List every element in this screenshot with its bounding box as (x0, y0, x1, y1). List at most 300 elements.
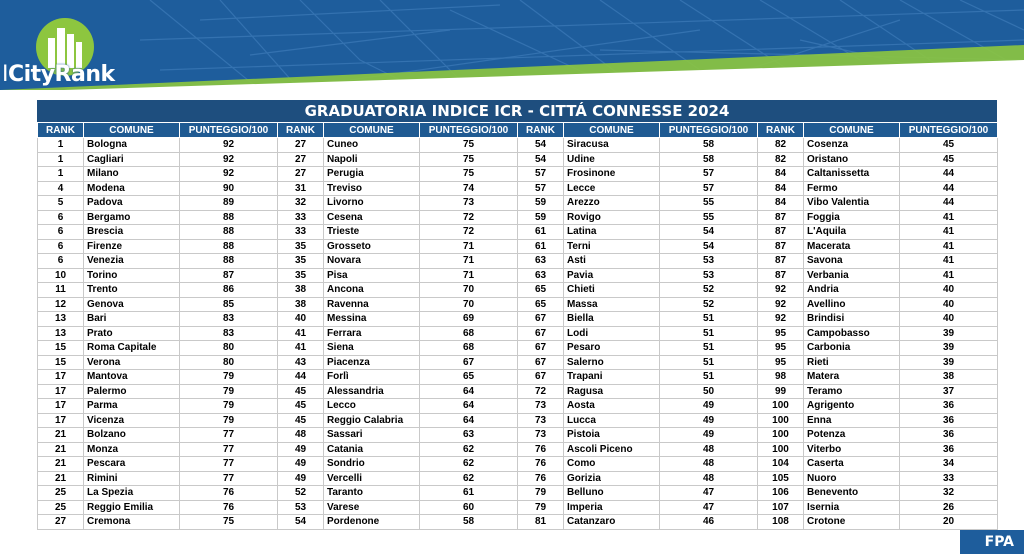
table-row (38, 138, 998, 153)
comune-cell: Catania (324, 442, 420, 457)
score-cell: 61 (420, 486, 518, 501)
rank-cell: 38 (278, 283, 324, 298)
comune-cell: Ferrara (324, 326, 420, 341)
score-cell: 79 (180, 399, 278, 414)
rank-cell: 82 (758, 152, 804, 167)
table-row (38, 196, 998, 211)
table-row (38, 355, 998, 370)
rank-header: RANK (758, 123, 804, 138)
score-cell: 36 (900, 428, 998, 443)
score-cell: 76 (180, 486, 278, 501)
score-cell: 92 (180, 138, 278, 153)
rank-cell: 52 (278, 486, 324, 501)
score-cell: 69 (420, 312, 518, 327)
rank-cell: 17 (38, 413, 84, 428)
comune-cell: Isernia (804, 500, 900, 515)
comune-cell: Modena (84, 181, 180, 196)
rank-cell: 100 (758, 399, 804, 414)
comune-cell: Potenza (804, 428, 900, 443)
comune-cell: Matera (804, 370, 900, 385)
comune-cell: Foggia (804, 210, 900, 225)
comune-cell: Bologna (84, 138, 180, 153)
comune-cell: Monza (84, 442, 180, 457)
table-row (38, 370, 998, 385)
comune-cell: Venezia (84, 254, 180, 269)
rank-cell: 27 (278, 138, 324, 153)
rank-cell: 67 (518, 312, 564, 327)
score-cell: 20 (900, 515, 998, 530)
score-cell: 39 (900, 355, 998, 370)
comune-cell: Fermo (804, 181, 900, 196)
comune-cell: Gorizia (564, 471, 660, 486)
comune-cell: Rieti (804, 355, 900, 370)
rank-cell: 84 (758, 196, 804, 211)
score-cell: 49 (660, 399, 758, 414)
score-cell: 73 (420, 196, 518, 211)
comune-cell: Padova (84, 196, 180, 211)
score-cell: 39 (900, 326, 998, 341)
rank-cell: 54 (518, 152, 564, 167)
score-cell: 41 (900, 239, 998, 254)
comune-cell: Andria (804, 283, 900, 298)
score-cell: 75 (180, 515, 278, 530)
rank-cell: 87 (758, 268, 804, 283)
score-cell: 71 (420, 239, 518, 254)
rank-cell: 92 (758, 297, 804, 312)
rank-cell: 105 (758, 471, 804, 486)
score-cell: 50 (660, 384, 758, 399)
comune-cell: Varese (324, 500, 420, 515)
comune-cell: Parma (84, 399, 180, 414)
score-cell: 57 (660, 181, 758, 196)
comune-cell: Bari (84, 312, 180, 327)
rank-cell: 1 (38, 138, 84, 153)
rank-cell: 27 (278, 167, 324, 182)
comune-cell: Bolzano (84, 428, 180, 443)
score-cell: 40 (900, 283, 998, 298)
rank-cell: 73 (518, 413, 564, 428)
score-cell: 51 (660, 370, 758, 385)
rank-cell: 5 (38, 196, 84, 211)
rank-cell: 35 (278, 254, 324, 269)
comune-cell: Belluno (564, 486, 660, 501)
comune-cell: Aosta (564, 399, 660, 414)
table-row (38, 297, 998, 312)
rank-cell: 67 (518, 326, 564, 341)
comune-cell: Pordenone (324, 515, 420, 530)
score-cell: 62 (420, 442, 518, 457)
comune-cell: Milano (84, 167, 180, 182)
comune-cell: Forlì (324, 370, 420, 385)
comune-cell: Firenze (84, 239, 180, 254)
score-cell: 58 (660, 152, 758, 167)
rank-cell: 21 (38, 471, 84, 486)
rank-cell: 41 (278, 341, 324, 356)
comune-cell: Enna (804, 413, 900, 428)
rank-cell: 54 (518, 138, 564, 153)
comune-cell: Genova (84, 297, 180, 312)
score-cell: 88 (180, 210, 278, 225)
score-cell: 80 (180, 355, 278, 370)
rank-cell: 79 (518, 500, 564, 515)
rank-cell: 57 (518, 167, 564, 182)
ranking-table (37, 122, 998, 530)
comune-cell: Catanzaro (564, 515, 660, 530)
score-cell: 86 (180, 283, 278, 298)
comune-cell: Salerno (564, 355, 660, 370)
comune-header: COMUNE (324, 123, 420, 138)
score-cell: 79 (180, 413, 278, 428)
comune-cell: Vicenza (84, 413, 180, 428)
rank-cell: 1 (38, 152, 84, 167)
comune-cell: Savona (804, 254, 900, 269)
comune-cell: Biella (564, 312, 660, 327)
comune-cell: Terni (564, 239, 660, 254)
rank-cell: 54 (278, 515, 324, 530)
score-cell: 33 (900, 471, 998, 486)
logo-wordmark: ICityRank (2, 62, 115, 87)
comune-cell: Udine (564, 152, 660, 167)
comune-header: COMUNE (804, 123, 900, 138)
score-cell: 62 (420, 471, 518, 486)
score-cell: 51 (660, 355, 758, 370)
rank-cell: 21 (38, 457, 84, 472)
rank-cell: 98 (758, 370, 804, 385)
comune-cell: Rovigo (564, 210, 660, 225)
rank-cell: 59 (518, 210, 564, 225)
rank-cell: 49 (278, 442, 324, 457)
rank-cell: 63 (518, 268, 564, 283)
comune-cell: Cosenza (804, 138, 900, 153)
rank-cell: 99 (758, 384, 804, 399)
score-cell: 45 (900, 152, 998, 167)
header-banner (0, 0, 1024, 90)
rank-cell: 17 (38, 384, 84, 399)
comune-cell: Siracusa (564, 138, 660, 153)
rank-cell: 67 (518, 341, 564, 356)
rank-cell: 49 (278, 457, 324, 472)
rank-cell: 45 (278, 384, 324, 399)
rank-cell: 84 (758, 167, 804, 182)
comune-cell: Frosinone (564, 167, 660, 182)
rank-cell: 33 (278, 210, 324, 225)
rank-cell: 108 (758, 515, 804, 530)
rank-cell: 6 (38, 239, 84, 254)
score-cell: 70 (420, 283, 518, 298)
ranking-table-container (37, 100, 997, 530)
score-cell: 44 (900, 196, 998, 211)
score-cell: 68 (420, 341, 518, 356)
rank-cell: 67 (518, 355, 564, 370)
table-row (38, 167, 998, 182)
score-cell: 55 (660, 196, 758, 211)
comune-cell: Trieste (324, 225, 420, 240)
score-cell: 39 (900, 341, 998, 356)
comune-cell: L'Aquila (804, 225, 900, 240)
rank-cell: 100 (758, 428, 804, 443)
comune-cell: Taranto (324, 486, 420, 501)
comune-cell: Cagliari (84, 152, 180, 167)
rank-cell: 95 (758, 355, 804, 370)
score-cell: 70 (420, 297, 518, 312)
comune-cell: Trento (84, 283, 180, 298)
rank-cell: 72 (518, 384, 564, 399)
rank-cell: 49 (278, 471, 324, 486)
rank-cell: 6 (38, 254, 84, 269)
rank-cell: 57 (518, 181, 564, 196)
rank-cell: 63 (518, 254, 564, 269)
score-cell: 71 (420, 254, 518, 269)
comune-cell: Treviso (324, 181, 420, 196)
score-cell: 83 (180, 312, 278, 327)
score-cell: 92 (180, 152, 278, 167)
rank-cell: 17 (38, 370, 84, 385)
score-cell: 65 (420, 370, 518, 385)
score-cell: 60 (420, 500, 518, 515)
score-cell: 41 (900, 210, 998, 225)
comune-cell: Latina (564, 225, 660, 240)
table-row (38, 457, 998, 472)
comune-cell: Bergamo (84, 210, 180, 225)
score-cell: 48 (660, 442, 758, 457)
rank-cell: 35 (278, 239, 324, 254)
rank-cell: 81 (518, 515, 564, 530)
score-cell: 41 (900, 225, 998, 240)
rank-cell: 15 (38, 355, 84, 370)
comune-header: COMUNE (564, 123, 660, 138)
score-cell: 48 (660, 471, 758, 486)
score-cell: 40 (900, 312, 998, 327)
score-cell: 76 (180, 500, 278, 515)
comune-cell: Livorno (324, 196, 420, 211)
punteggio-header: PUNTEGGIO/100 (180, 123, 278, 138)
score-cell: 79 (180, 370, 278, 385)
table-row (38, 326, 998, 341)
comune-cell: Piacenza (324, 355, 420, 370)
rank-header: RANK (38, 123, 84, 138)
comune-cell: Novara (324, 254, 420, 269)
score-cell: 74 (420, 181, 518, 196)
comune-cell: Campobasso (804, 326, 900, 341)
comune-cell: Cuneo (324, 138, 420, 153)
score-cell: 36 (900, 413, 998, 428)
score-cell: 77 (180, 428, 278, 443)
rank-cell: 33 (278, 225, 324, 240)
header-row (38, 123, 998, 138)
punteggio-header: PUNTEGGIO/100 (660, 123, 758, 138)
comune-cell: Ragusa (564, 384, 660, 399)
comune-cell: Oristano (804, 152, 900, 167)
rank-cell: 76 (518, 471, 564, 486)
score-cell: 51 (660, 326, 758, 341)
rank-cell: 13 (38, 312, 84, 327)
score-cell: 38 (900, 370, 998, 385)
comune-cell: Siena (324, 341, 420, 356)
rank-cell: 25 (38, 500, 84, 515)
comune-cell: Torino (84, 268, 180, 283)
comune-cell: Pavia (564, 268, 660, 283)
rank-cell: 38 (278, 297, 324, 312)
score-cell: 58 (420, 515, 518, 530)
score-cell: 52 (660, 283, 758, 298)
table-row (38, 312, 998, 327)
comune-cell: Arezzo (564, 196, 660, 211)
table-row (38, 181, 998, 196)
score-cell: 62 (420, 457, 518, 472)
score-cell: 52 (660, 297, 758, 312)
score-cell: 89 (180, 196, 278, 211)
comune-cell: Brindisi (804, 312, 900, 327)
rank-cell: 27 (38, 515, 84, 530)
score-cell: 53 (660, 254, 758, 269)
table-row (38, 515, 998, 530)
score-cell: 34 (900, 457, 998, 472)
comune-header: COMUNE (84, 123, 180, 138)
comune-cell: Lodi (564, 326, 660, 341)
rank-cell: 1 (38, 167, 84, 182)
score-cell: 32 (900, 486, 998, 501)
comune-cell: Benevento (804, 486, 900, 501)
score-cell: 45 (900, 138, 998, 153)
table-row (38, 500, 998, 515)
rank-cell: 12 (38, 297, 84, 312)
score-cell: 71 (420, 268, 518, 283)
score-cell: 64 (420, 413, 518, 428)
comune-cell: Alessandria (324, 384, 420, 399)
comune-cell: Pistoia (564, 428, 660, 443)
score-cell: 75 (420, 152, 518, 167)
score-cell: 49 (660, 428, 758, 443)
score-cell: 58 (660, 138, 758, 153)
rank-cell: 87 (758, 254, 804, 269)
rank-cell: 73 (518, 428, 564, 443)
rank-cell: 95 (758, 326, 804, 341)
score-cell: 67 (420, 355, 518, 370)
rank-cell: 61 (518, 225, 564, 240)
rank-cell: 82 (758, 138, 804, 153)
comune-cell: Ravenna (324, 297, 420, 312)
comune-cell: Teramo (804, 384, 900, 399)
rank-cell: 87 (758, 210, 804, 225)
score-cell: 37 (900, 384, 998, 399)
comune-cell: Sondrio (324, 457, 420, 472)
rank-cell: 48 (278, 428, 324, 443)
rank-cell: 15 (38, 341, 84, 356)
score-cell: 88 (180, 225, 278, 240)
table-row (38, 428, 998, 443)
score-cell: 64 (420, 384, 518, 399)
rank-cell: 35 (278, 268, 324, 283)
score-cell: 72 (420, 225, 518, 240)
table-row (38, 239, 998, 254)
rank-cell: 100 (758, 442, 804, 457)
rank-cell: 21 (38, 442, 84, 457)
score-cell: 41 (900, 268, 998, 283)
comune-cell: Rimini (84, 471, 180, 486)
rank-cell: 65 (518, 297, 564, 312)
rank-cell: 76 (518, 442, 564, 457)
score-cell: 79 (180, 384, 278, 399)
comune-cell: Reggio Emilia (84, 500, 180, 515)
score-cell: 44 (900, 167, 998, 182)
table-row (38, 152, 998, 167)
score-cell: 87 (180, 268, 278, 283)
rank-cell: 95 (758, 341, 804, 356)
score-cell: 90 (180, 181, 278, 196)
table-row (38, 210, 998, 225)
rank-cell: 107 (758, 500, 804, 515)
comune-cell: Como (564, 457, 660, 472)
score-cell: 49 (660, 413, 758, 428)
rank-cell: 10 (38, 268, 84, 283)
score-cell: 36 (900, 442, 998, 457)
score-cell: 36 (900, 399, 998, 414)
score-cell: 53 (660, 268, 758, 283)
comune-cell: Caltanissetta (804, 167, 900, 182)
comune-cell: Brescia (84, 225, 180, 240)
score-cell: 57 (660, 167, 758, 182)
comune-cell: Grosseto (324, 239, 420, 254)
rank-cell: 84 (758, 181, 804, 196)
score-cell: 77 (180, 442, 278, 457)
comune-cell: La Spezia (84, 486, 180, 501)
rank-header: RANK (278, 123, 324, 138)
punteggio-header: PUNTEGGIO/100 (420, 123, 518, 138)
comune-cell: Reggio Calabria (324, 413, 420, 428)
score-cell: 40 (900, 297, 998, 312)
rank-header: RANK (518, 123, 564, 138)
rank-cell: 21 (38, 428, 84, 443)
rank-cell: 25 (38, 486, 84, 501)
comune-cell: Massa (564, 297, 660, 312)
table-row (38, 442, 998, 457)
comune-cell: Pescara (84, 457, 180, 472)
comune-cell: Messina (324, 312, 420, 327)
score-cell: 54 (660, 225, 758, 240)
comune-cell: Lucca (564, 413, 660, 428)
score-cell: 80 (180, 341, 278, 356)
comune-cell: Ancona (324, 283, 420, 298)
comune-cell: Vibo Valentia (804, 196, 900, 211)
score-cell: 26 (900, 500, 998, 515)
rank-cell: 31 (278, 181, 324, 196)
rank-cell: 17 (38, 399, 84, 414)
comune-cell: Cesena (324, 210, 420, 225)
table-row (38, 254, 998, 269)
rank-cell: 100 (758, 413, 804, 428)
score-cell: 46 (660, 515, 758, 530)
score-cell: 63 (420, 428, 518, 443)
comune-cell: Prato (84, 326, 180, 341)
rank-cell: 61 (518, 239, 564, 254)
score-cell: 41 (900, 254, 998, 269)
rank-cell: 59 (518, 196, 564, 211)
table-row (38, 341, 998, 356)
comune-cell: Lecce (564, 181, 660, 196)
table-row (38, 471, 998, 486)
comune-cell: Pesaro (564, 341, 660, 356)
rank-cell: 106 (758, 486, 804, 501)
score-cell: 55 (660, 210, 758, 225)
comune-cell: Palermo (84, 384, 180, 399)
score-cell: 77 (180, 471, 278, 486)
comune-cell: Macerata (804, 239, 900, 254)
comune-cell: Napoli (324, 152, 420, 167)
comune-cell: Vercelli (324, 471, 420, 486)
rank-cell: 87 (758, 239, 804, 254)
score-cell: 54 (660, 239, 758, 254)
table-row (38, 268, 998, 283)
